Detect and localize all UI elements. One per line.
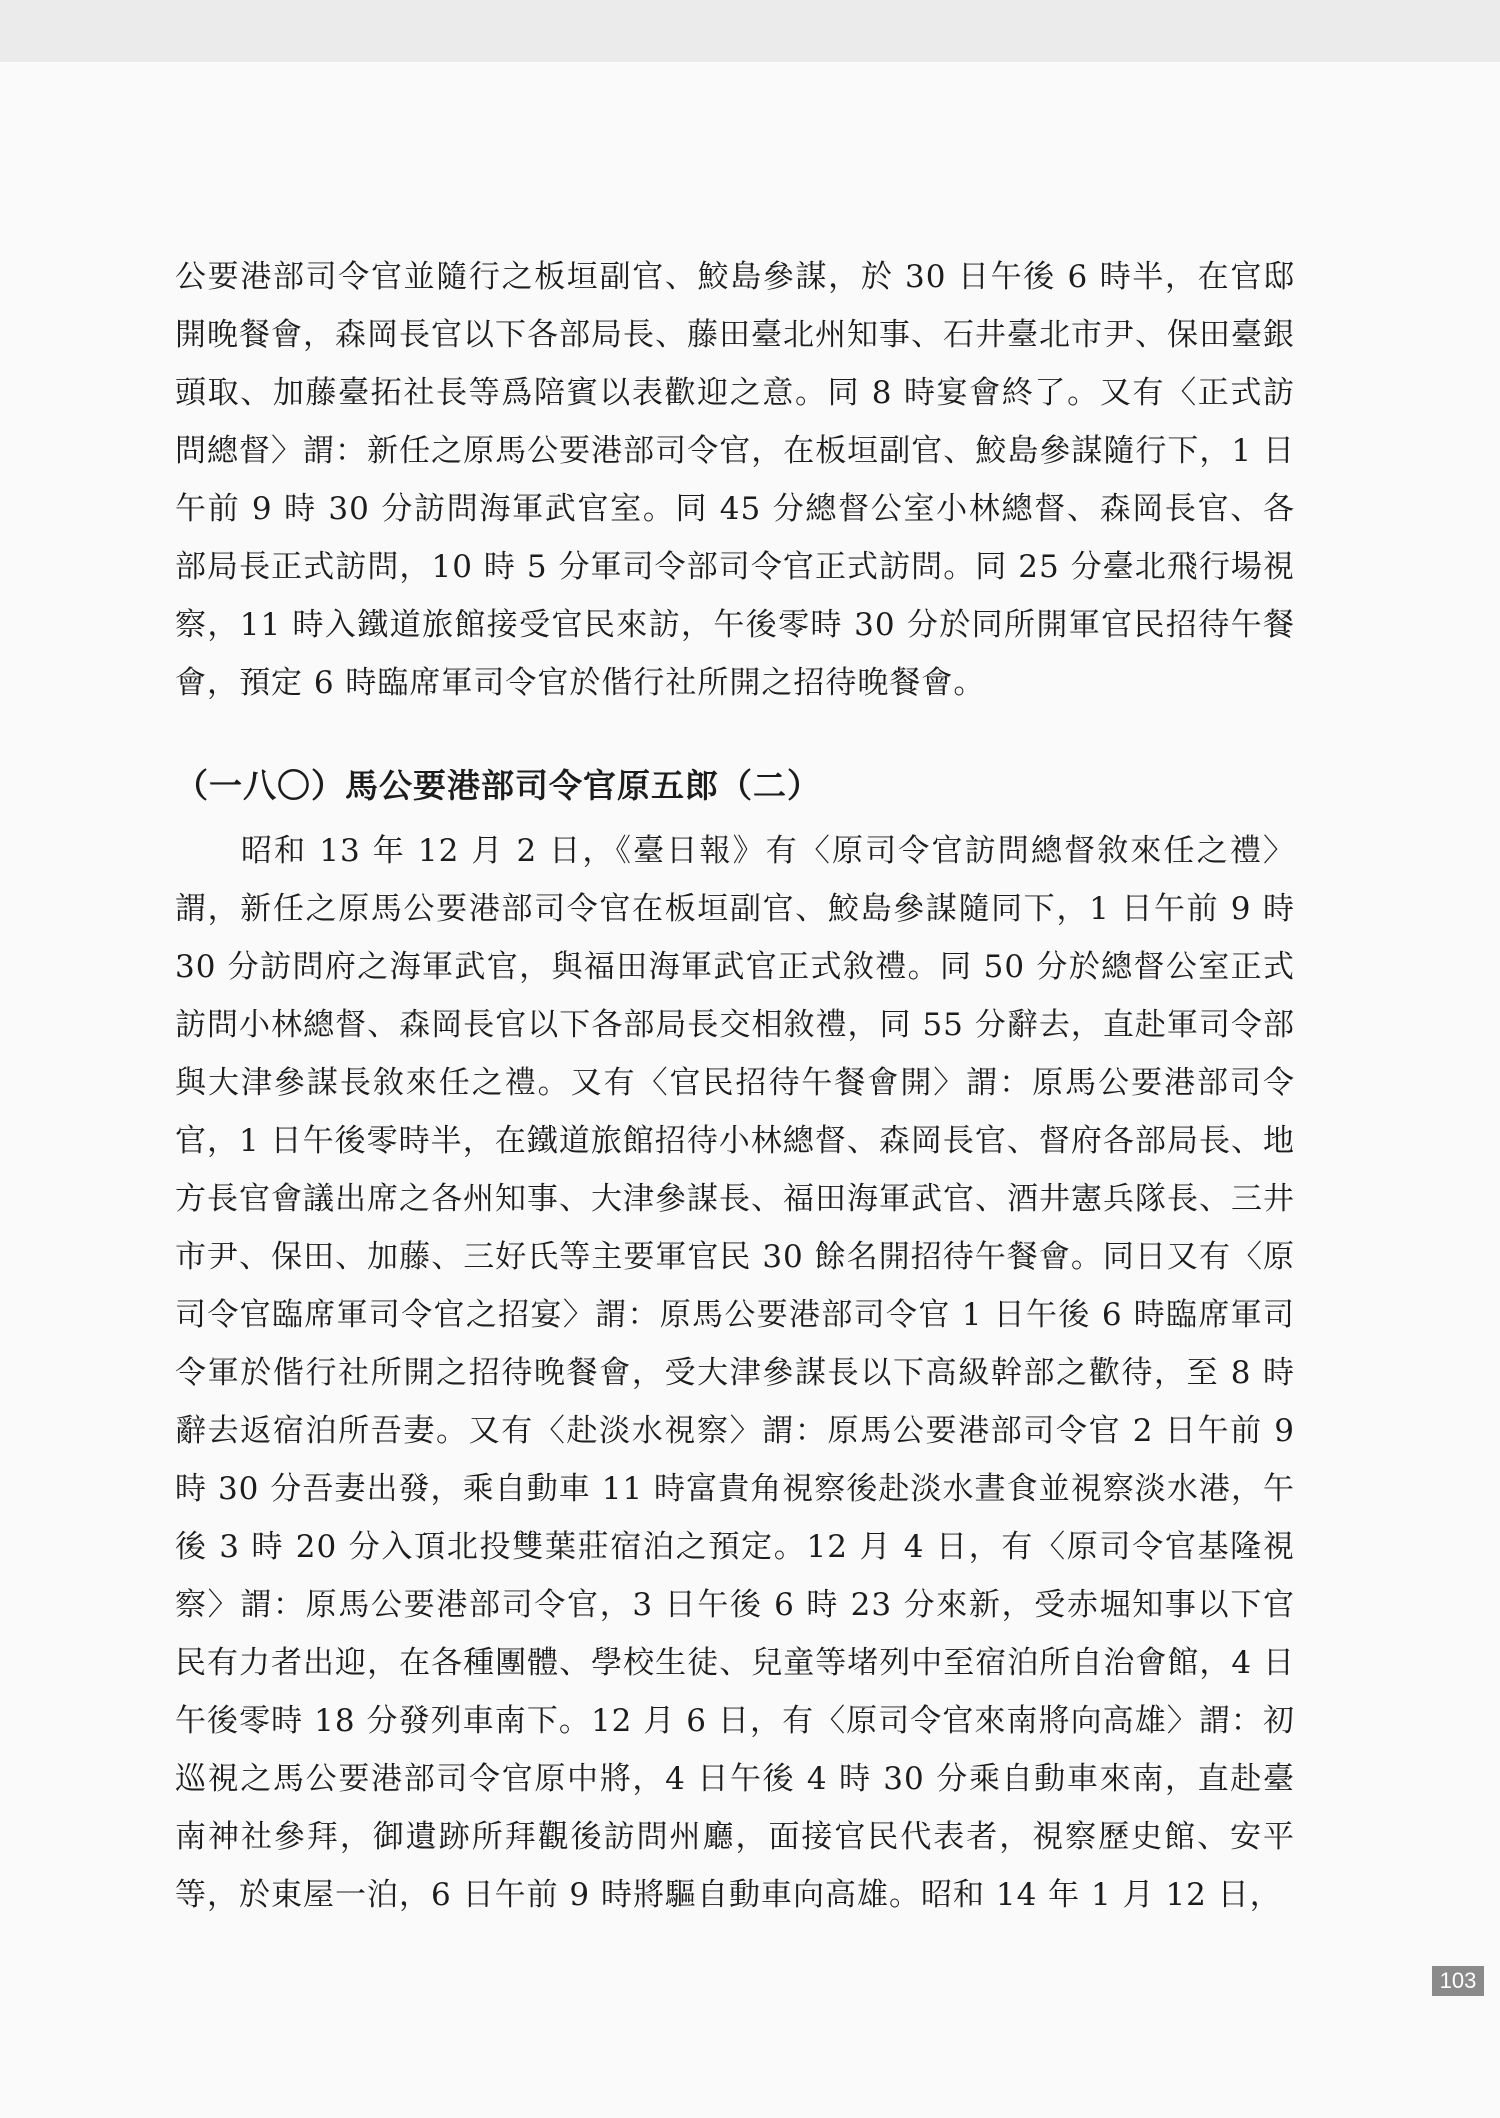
page-number: 103: [1432, 1966, 1484, 1996]
paragraph-text: 昭和 13 年 12 月 2 日，《臺日報》有〈原司令官訪問總督敘來任之禮〉謂，新任之原馬公要港部司令官在板垣副官、鮫島參謀隨同下，1 日午前 9 時 30 分訪問府之海軍武官，與福田海軍武官正式敘禮。同 50 分於總督公室正式訪問小林總督、森岡長官以下各部局長交相敘禮，同 55 分辭去，直赴軍司令部與大津參謀長敘來任之禮。又有〈官民招待午餐會開〉謂：原馬公要港部司令官，1 日午後零時半，在鐵道旅館招待小林總督、森岡長官、督府各部局長、地方長官會議出席之各州知事、大津參謀長、福田海軍武官、酒井憲兵隊長、三井市尹、保田、加藤、三好氏等主要軍官民 30 餘名開招待午餐會。同日又有〈原司令官臨席軍司令官之招宴〉謂：原馬公要港部司令官 1 日午後 6 時臨席軍司令軍於偕行社所開之招待晚餐會，受大津參謀長以下高級幹部之歡待，至 8 時辭去返宿泊所吾妻。又有〈赴淡水視察〉謂：原馬公要港部司令官 2 日午前 9 時 30 分吾妻出發，乘自動車 11 時富貴角視察後赴淡水晝食並視察淡水港，午後 3 時 20 分入頂北投雙葉莊宿泊之預定。12 月 4 日，有〈原司令官基隆視察〉謂：原馬公要港部司令官，3 日午後 6 時 23 分來新，受赤堀知事以下官民有力者出迎，在各種團體、學校生徒、兒童等堵列中至宿泊所自治會館，4 日午後零時 18 分發列車南下。12 月 6 日，有〈原司令官來南將向高雄〉謂：初巡視之馬公要港部司令官原中將，4 日午後 4 時 30 分乘自動車來南，直赴臺南神社參拜，御遺跡所拜觀後訪問州廳，面接官民代表者，視察歷史館、安平等，於東屋一泊，6 日午前 9 時將驅自動車向高雄。昭和 14 年 1 月 12 日，: [175, 833, 1295, 1913]
body-paragraph: [175, 822, 1295, 1924]
body-paragraph: [175, 248, 1295, 712]
paragraph-text: 公要港部司令官並隨行之板垣副官、鮫島參謀，於 30 日午後 6 時半，在官邸開晚餐會，森岡長官以下各部局長、藤田臺北州知事、石井臺北市尹、保田臺銀頭取、加藤臺拓社長等爲陪賓以表歡迎之意。同 8 時宴會終了。又有〈正式訪問總督〉謂：新任之原馬公要港部司令官，在板垣副官、鮫島參謀隨行下，1 日午前 9 時 30 分訪問海軍武官室。同 45 分總督公室小林總督、森岡長官、各部局長正式訪問，10 時 5 分軍司令部司令官正式訪問。同 25 分臺北飛行場視察，11 時入鐵道旅館接受官民來訪，午後零時 30 分於同所開軍官民招待午餐會，預定 6 時臨席軍司令官於偕行社所開之招待晚餐會。: [175, 259, 1295, 701]
section-heading: （一八〇）馬公要港部司令官原五郎（二）: [175, 766, 821, 805]
scan-border: [0, 0, 1500, 62]
